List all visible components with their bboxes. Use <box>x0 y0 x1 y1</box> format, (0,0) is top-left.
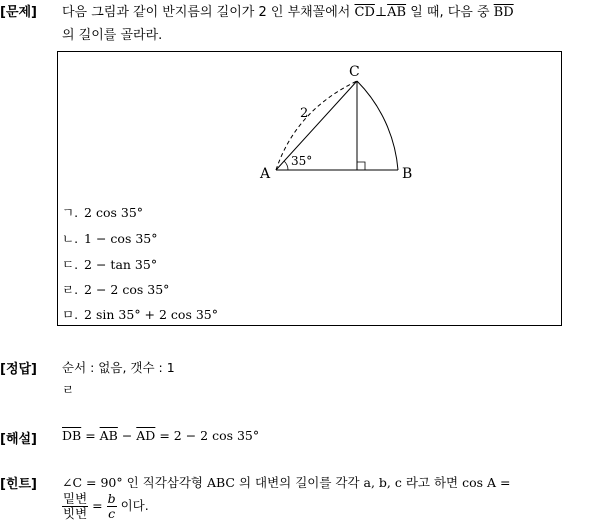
eq-sign: = <box>81 428 100 443</box>
choice-marker: ㅁ. <box>62 307 79 322</box>
choice-marker: ㄴ. <box>62 231 79 246</box>
fraction-2-num: b <box>107 491 116 506</box>
choice-expr: 1 − cos 35° <box>84 231 158 246</box>
explanation-line <box>62 428 259 443</box>
choice-expr: 2 − 2 cos 35° <box>84 282 170 297</box>
angle-arc <box>284 161 288 170</box>
choice-1 <box>62 203 143 221</box>
choice-expr: 2 cos 35° <box>84 205 144 220</box>
radius-label: 2 <box>300 106 309 121</box>
fraction-2 <box>107 492 117 521</box>
choice-2 <box>62 229 158 247</box>
problem-label: [문제] <box>0 5 37 20</box>
explanation-label: [해설] <box>0 432 37 447</box>
right-angle-mark <box>357 162 365 170</box>
point-b-label: B <box>402 166 413 182</box>
point-c-label: C <box>349 64 360 80</box>
hint-line-2 <box>62 492 149 521</box>
fraction-1-num: 밑변 <box>63 491 88 506</box>
hint-tail: 이다. <box>116 498 149 513</box>
answer-line-1: 순서 : 없음, 갯수 : 1 <box>62 360 175 375</box>
segment-ab-2: $\overline{AB}$ <box>99 428 118 443</box>
choice-marker: ㄹ. <box>62 282 79 297</box>
arc-cb <box>357 81 398 170</box>
choice-marker: ㄷ. <box>62 257 79 272</box>
choice-expr: 2 − tan 35° <box>84 257 158 272</box>
segment-ac-line <box>276 81 357 170</box>
eq-sign-2: = <box>88 498 107 513</box>
segment-cd: $\overline{CD}$ <box>354 5 375 20</box>
answer-label: [정답] <box>0 362 37 377</box>
problem-line-2: 의 길이를 골라라. <box>62 28 163 43</box>
fraction-1-den: 빗변 <box>63 506 88 521</box>
perp-symbol: ⊥ <box>374 5 388 20</box>
explanation-rest: = 2 − 2 cos 35° <box>155 428 260 443</box>
segment-db: $\overline{DB}$ <box>62 428 82 443</box>
angle-label: 35° <box>291 154 313 168</box>
hint-line-1: ∠C = 90° 인 직각삼각형 ABC 의 대변의 길이를 각각 a, b, c 라고 하면 cos A = <box>62 475 511 490</box>
hint-label: [힌트] <box>0 477 37 492</box>
problem-text-a: 다음 그림과 같이 반지름의 길이가 2 인 부채꼴에서 <box>62 5 351 20</box>
fraction-2-den: c <box>108 506 116 521</box>
segment-ab: $\overline{AB}$ <box>387 5 407 20</box>
segment-ad: $\overline{AD}$ <box>136 428 156 443</box>
answer-line-2: ㄹ <box>62 382 75 397</box>
segment-bd: $\overline{BD}$ <box>493 5 514 20</box>
fraction-1 <box>62 492 88 521</box>
choice-3 <box>62 255 157 273</box>
choice-marker: ㄱ. <box>62 205 79 220</box>
minus-sign: − <box>117 428 137 443</box>
choice-4 <box>62 280 169 298</box>
problem-text-b: 일 때, 다음 중 <box>406 5 490 20</box>
choice-expr: 2 sin 35° + 2 cos 35° <box>84 307 218 322</box>
point-a-label: A <box>260 166 271 182</box>
choice-5 <box>62 305 218 323</box>
